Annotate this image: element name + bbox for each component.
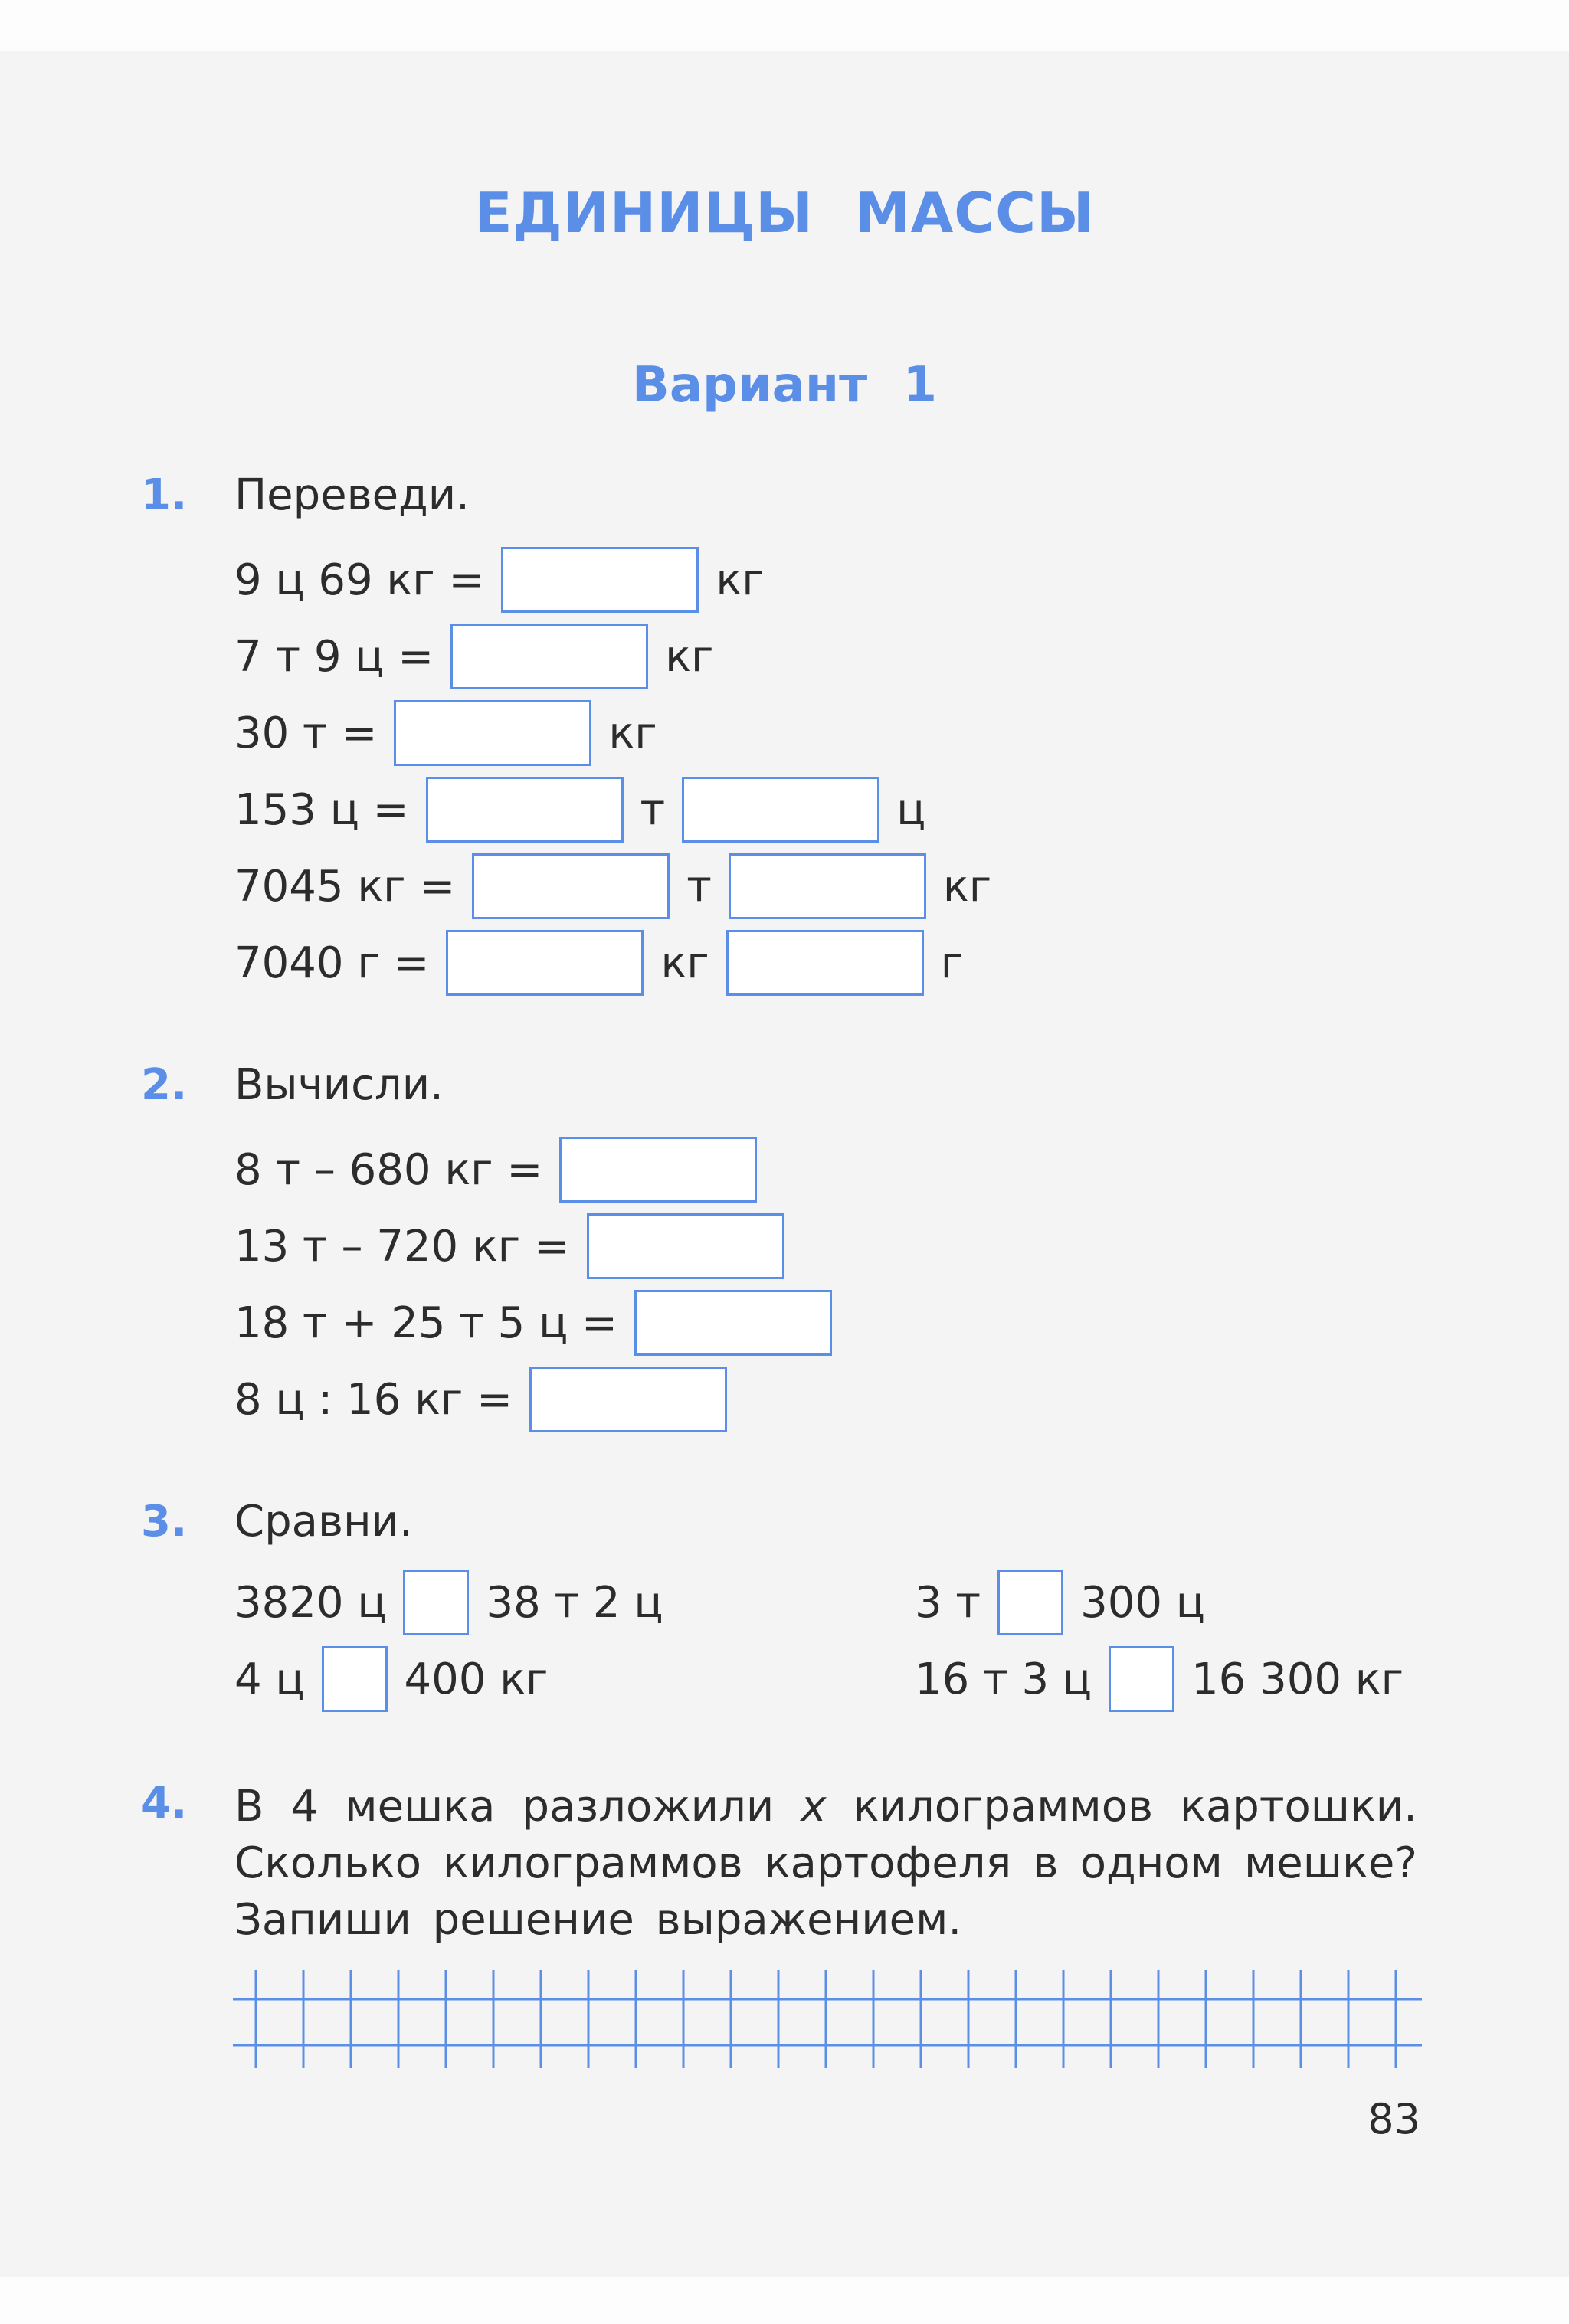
task-1-row [234, 622, 713, 691]
page-title: ЕДИНИЦЫ МАССЫ [474, 181, 1095, 245]
compare-left: 3 т [915, 1577, 981, 1628]
answer-box[interactable] [446, 930, 644, 996]
variant-title: Вариант 1 [632, 357, 937, 414]
task-1-row [234, 852, 991, 921]
task-2-row [234, 1212, 801, 1281]
page-number: 83 [1368, 2095, 1420, 2143]
task-4-text-before: В 4 мешка разложили [234, 1782, 775, 1831]
task-2-title: Вычисли. [234, 1060, 444, 1110]
compare-row [915, 1645, 1404, 1714]
task-1-row [234, 928, 963, 997]
compare-row [234, 1645, 548, 1714]
unit-label: т [686, 861, 712, 912]
answer-box[interactable] [634, 1290, 832, 1356]
compare-row [915, 1568, 1205, 1637]
task-3-title: Сравни. [234, 1497, 413, 1547]
answer-box[interactable] [426, 777, 624, 843]
answer-box[interactable] [726, 930, 924, 996]
compare-right: 16 300 кг [1191, 1654, 1404, 1704]
expression: 9 ц 69 кг = [234, 555, 485, 605]
answer-box[interactable] [682, 777, 879, 843]
expression: 7 т 9 ц = [234, 631, 434, 682]
answer-box[interactable] [501, 547, 699, 613]
task-2-number: 2. [141, 1060, 188, 1110]
expression: 8 ц : 16 кг = [234, 1374, 513, 1425]
expression: 8 т – 680 кг = [234, 1144, 543, 1195]
expression: 18 т + 25 т 5 ц = [234, 1298, 617, 1348]
compare-right: 400 кг [404, 1654, 549, 1704]
task-1-number: 1. [141, 470, 188, 520]
compare-right: 38 т 2 ц [486, 1577, 663, 1628]
task-2-row [234, 1288, 849, 1357]
unit-label: кг [660, 938, 709, 988]
task-4-text [234, 1779, 1417, 1949]
answer-box[interactable] [394, 700, 591, 766]
task-1-row [234, 545, 765, 614]
unit-label: кг [608, 708, 657, 758]
task-2-row [234, 1365, 744, 1434]
unit-label: т [640, 784, 666, 835]
expression: 153 ц = [234, 784, 409, 835]
task-1-row [234, 775, 925, 844]
unit-label: ц [896, 784, 926, 835]
answer-grid[interactable] [233, 1970, 1428, 2070]
task-3-number: 3. [141, 1497, 188, 1547]
compare-sign-box[interactable] [997, 1570, 1063, 1635]
answer-box[interactable] [450, 624, 648, 689]
compare-sign-box[interactable] [1109, 1646, 1174, 1712]
unit-label: кг [716, 555, 765, 605]
compare-sign-box[interactable] [403, 1570, 469, 1635]
task-1-row [234, 699, 657, 768]
compare-left: 16 т 3 ц [915, 1654, 1092, 1704]
expression: 13 т – 720 кг = [234, 1221, 570, 1272]
expression: 30 т = [234, 708, 378, 758]
task-2-row [234, 1135, 774, 1204]
compare-row [234, 1568, 663, 1637]
answer-box[interactable] [529, 1367, 727, 1432]
compare-left: 4 ц [234, 1654, 305, 1704]
task-4-variable: x [801, 1782, 827, 1831]
task-1-title: Переведи. [234, 470, 470, 520]
task-4-number: 4. [141, 1779, 188, 1828]
unit-label: г [940, 938, 964, 988]
unit-label: кг [665, 631, 714, 682]
answer-box[interactable] [587, 1213, 784, 1279]
compare-right: 300 ц [1080, 1577, 1205, 1628]
expression: 7045 кг = [234, 861, 456, 912]
task-4-text-after: килограммов картошки. Сколько килограммов картофеля в одном мешке? Запиши решение выражением. [234, 1782, 1417, 1945]
compare-left: 3820 ц [234, 1577, 387, 1628]
expression: 7040 г = [234, 938, 430, 988]
answer-box[interactable] [472, 853, 670, 919]
unit-label: кг [942, 861, 992, 912]
compare-sign-box[interactable] [322, 1646, 388, 1712]
answer-box[interactable] [559, 1137, 757, 1203]
answer-box[interactable] [729, 853, 926, 919]
